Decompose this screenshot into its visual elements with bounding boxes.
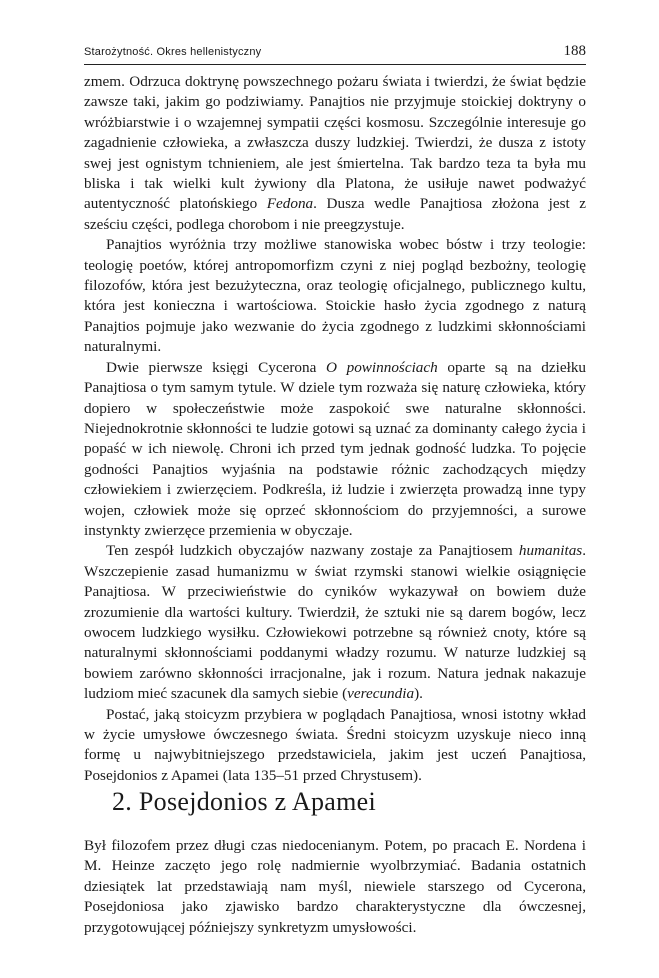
book-title-o-powinnosciach: O powinnościach (325, 358, 438, 376)
text-segment: oparte są na dziełku Panajtiosa o tym samym tytule. W dziele tym rozważa się naturę człowieka, który dopiero w społeczeństwie może zaspokoić swe naturalne skłonności. Niejednokrotnie skłonności te ludzie gotowi są uznać za dominanty całego życia i popaść w ich niewolę. Chroni ich przed tym jednak godność ludzka. To pojęcie godności Panajtios wyjaśnia na podstawie różnic zachodzących między człowiekiem i zwierzęciem. Podkreśla, iż ludzie i zwierzęta prowadzą inne typy wojen, człowiek może się oprzeć skłonnościom do przyjemności, a surowe instynkty zwierzęce przemienia w obyczaje. (84, 358, 587, 539)
paragraph-3 (84, 358, 586, 542)
book-title-fedona: Fedona (266, 195, 314, 213)
paragraph-4 (84, 541, 586, 704)
running-title: Starożytność. Okres hellenistyczny (84, 46, 262, 58)
text-segment: zmem. Odrzuca doktrynę powszechnego pożaru świata i twierdzi, że świat będzie zawsze taki, jakim go podziwiamy. Panajtios nie przyjmuje stoickiej doktryny o wróżbiarstwie i o wzajemnej sympatii części kosmosu. Szczególnie interesuje go zagadnienie człowieka, a zwłaszcza duszy ludzkiej. Twierdzi, że dusza z istoty swej jest ognistym tchnieniem, ale jest śmiertelna. Tak bardzo teza ta była mu bliska i tak wielki kult żywiony dla Platona, że usiłuje nawet podważyć autentyczność platońskiego (84, 73, 586, 213)
page-number: 188 (563, 43, 586, 59)
text-segment: Postać, jaką stoicyzm przybiera w poglądach Panajtiosa, wnosi istotny wkład w życie umysłowe ówczesnego świata. Średni stoicyzm uzyskuje nieco inną formę u najwybitniejszego przedstawiciela, jakim jest uczeń Panajtiosa, Posejdonios z Apamei (lata 135–51 przed Chrystusem). (84, 705, 586, 784)
text-segment: . Dusza wedle Panajtiosa złożona jest z sześciu części, podlega chorobom i nie preegzystuje. (84, 195, 586, 233)
section-paragraph: Był filozofem przez długi czas niedocenianym. Potem, po pracach E. Nordena i M. Heinze zaczęto jego rolę nadmiernie wyolbrzymiać. Badania ostatnich dziesiątek lat przedstawiają nam myśl, niewiele starszego od Cycerona, Posejdoniosa jako zjawisko bardzo charakterystyczne dla ówczesnej, przygotowującej późniejszy synkretyzm umysłowości. (84, 837, 586, 936)
text-segment: Panajtios wyróżnia trzy możliwe stanowiska wobec bóstw i trzy teologie: teologię poetów, której antropomorfizm czyni z niej pogląd bezbożny, teologię filozofów, która jest bezużyteczna, oraz teologię oficjalnego, publicznego kultu, która jest konieczna i wartościowa. Stoickie hasło życia zgodnego z naturą Panajtios pojmuje jako wezwanie do życia zgodnego z ludzkimi skłonnościami naturalnymi. (84, 236, 586, 356)
text-segment: Dwie pierwsze księgi Cycerona (106, 358, 326, 376)
section-body-text (84, 836, 586, 938)
section-heading: 2. Posejdonios z Apamei (112, 787, 376, 816)
paragraph-2 (84, 235, 586, 357)
paragraph-1 (84, 72, 586, 235)
text-segment: ). (414, 685, 423, 703)
text-segment: . Wszczepienie zasad humanizmu w świat rzymski stanowi wielkie osiągnięcie Panajtiosa. W przeciwieństwie do cyników wykazywał on bowiem duże zrozumienie dla wartości kultury. Twierdził, że sztuki nie są darem bogów, lecz owocem ludzkiego wysiłku. Człowiekowi potrzebne są również cnoty, które są naturalnymi skłonnościami poddanymi władzy rozumu. W naturze ludzkiej są bowiem zarówno skłonności irracjonalne, jak i rozum. Natura jednak nakazuje ludziom mieć szacunek dla samych siebie ( (84, 542, 586, 703)
body-text (84, 72, 586, 786)
text-segment: Ten zespół ludzkich obyczajów nazwany zostaje za Panajtiosem (106, 542, 519, 560)
paragraph-5 (84, 705, 586, 787)
running-header (84, 40, 586, 65)
term-humanitas: humanitas (518, 542, 583, 560)
term-verecundia: verecundia (347, 685, 415, 703)
